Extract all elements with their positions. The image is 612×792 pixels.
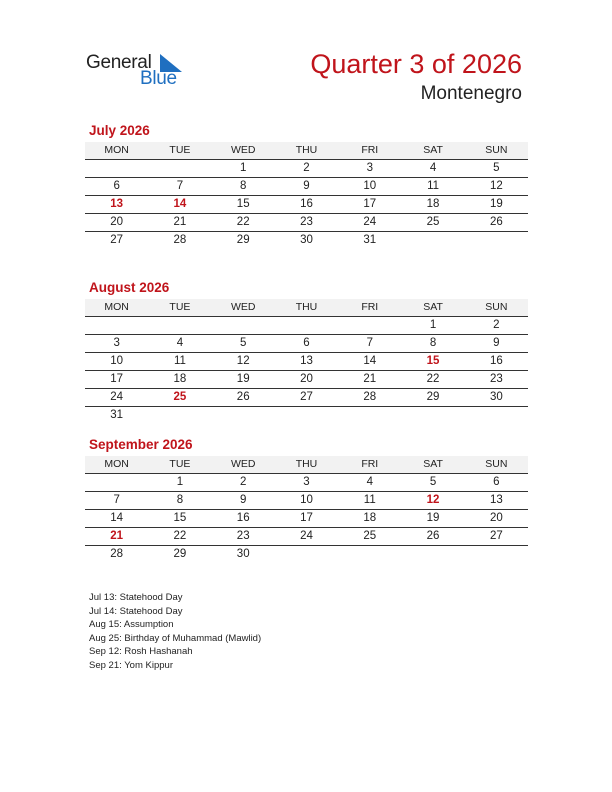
holiday-entry: Aug 15: Assumption	[89, 619, 174, 630]
week-row	[85, 510, 528, 528]
week-row	[85, 353, 528, 371]
weekday-label: TUE	[169, 301, 191, 313]
holiday-entry: Aug 25: Birthday of Muhammad (Mawlid)	[89, 632, 262, 644]
day-cell: 28	[173, 234, 187, 246]
week-row	[85, 335, 528, 353]
day-cell: 7	[366, 337, 373, 349]
weekday-label: MON	[104, 301, 129, 313]
day-cell: 30	[300, 234, 313, 246]
day-cell: 12	[236, 355, 250, 367]
day-cell: 9	[303, 180, 310, 192]
holiday-entry: Jul 13: Statehood Day	[89, 592, 183, 603]
holiday-day-cell: 25	[173, 391, 187, 403]
holiday-day-cell: 13	[110, 198, 124, 210]
month-calendar	[85, 436, 528, 563]
weekday-header	[85, 142, 528, 160]
weekday-label: SUN	[485, 301, 508, 313]
month-calendar	[85, 279, 528, 424]
day-cell: 1	[240, 162, 247, 174]
weekday-label: WED	[230, 301, 256, 313]
day-cell	[401, 232, 464, 249]
day-cell: 27	[300, 391, 313, 403]
day-cell	[338, 407, 401, 424]
day-cell: 5	[493, 162, 500, 174]
holiday-day-cell: 15	[426, 355, 440, 367]
week-row	[85, 214, 528, 232]
weekday-label: THU	[295, 458, 318, 470]
day-cell: 6	[303, 337, 310, 349]
day-cell: 26	[489, 216, 503, 228]
weekday-label: SUN	[485, 458, 508, 470]
day-cell: 30	[236, 548, 250, 560]
week-row	[85, 546, 528, 563]
week-row	[85, 474, 528, 492]
day-cell: 27	[110, 234, 124, 246]
country-name: Montenegro	[420, 83, 522, 104]
day-cell	[465, 546, 528, 563]
day-cell: 23	[236, 530, 250, 542]
day-cell: 3	[366, 162, 373, 174]
day-cell: 9	[493, 337, 500, 349]
weekday-label: THU	[295, 301, 318, 313]
day-cell: 22	[173, 530, 187, 542]
day-cell: 18	[363, 512, 377, 524]
day-cell: 4	[429, 162, 437, 174]
day-cell: 1	[429, 319, 437, 331]
weekday-label: TUE	[169, 144, 191, 156]
day-cell: 29	[173, 548, 187, 560]
day-cell: 31	[363, 234, 377, 246]
day-cell	[401, 546, 464, 563]
week-row	[85, 232, 528, 249]
day-cell: 22	[426, 373, 440, 385]
month-calendar	[85, 122, 528, 249]
logo-text-general: General	[86, 52, 152, 73]
day-cell: 30	[489, 391, 503, 403]
day-cell: 10	[110, 355, 124, 367]
day-cell: 20	[110, 216, 124, 228]
page-title: Quarter 3 of 2026	[310, 49, 522, 79]
week-row	[85, 371, 528, 389]
weekday-label: WED	[230, 458, 256, 470]
day-cell: 12	[489, 180, 503, 192]
week-row	[85, 528, 528, 546]
weekday-label: SAT	[423, 144, 443, 156]
day-cell: 8	[176, 494, 184, 506]
day-cell: 8	[429, 337, 437, 349]
holiday-day-cell: 12	[426, 494, 440, 506]
weekday-label: FRI	[361, 301, 379, 313]
day-cell	[85, 317, 148, 334]
day-cell	[148, 407, 211, 424]
day-cell: 26	[426, 530, 440, 542]
day-cell: 13	[489, 494, 503, 506]
day-cell	[212, 317, 275, 334]
day-cell	[275, 317, 338, 334]
day-cell: 3	[113, 337, 120, 349]
day-cell: 17	[363, 198, 377, 210]
day-cell: 2	[303, 162, 310, 174]
day-cell	[85, 160, 148, 177]
day-cell	[465, 232, 528, 249]
day-cell: 25	[363, 530, 377, 542]
day-cell: 18	[426, 198, 440, 210]
day-cell: 24	[110, 391, 124, 403]
day-cell: 16	[300, 198, 313, 210]
day-cell: 21	[173, 216, 187, 228]
weekday-label: THU	[295, 144, 318, 156]
holiday-day-cell: 14	[173, 198, 187, 210]
day-cell: 16	[489, 355, 503, 367]
day-cell: 31	[110, 409, 124, 421]
day-cell: 19	[236, 373, 250, 385]
day-cell: 23	[300, 216, 313, 228]
day-cell: 3	[303, 476, 310, 488]
week-row	[85, 178, 528, 196]
day-cell: 22	[236, 216, 250, 228]
weekday-label: MON	[104, 458, 129, 470]
day-cell: 5	[429, 476, 437, 488]
day-cell: 11	[427, 180, 440, 192]
day-cell: 14	[363, 355, 377, 367]
day-cell: 7	[113, 494, 120, 506]
day-cell	[85, 474, 148, 491]
day-cell: 18	[173, 373, 187, 385]
day-cell: 9	[240, 494, 247, 506]
month-title: September 2026	[89, 437, 193, 452]
week-row	[85, 389, 528, 407]
weekday-header	[85, 456, 528, 474]
week-row	[85, 407, 528, 424]
day-cell	[275, 546, 338, 563]
day-cell: 28	[363, 391, 377, 403]
week-row	[85, 160, 528, 178]
day-cell: 6	[493, 476, 500, 488]
day-cell: 20	[489, 512, 503, 524]
day-cell: 14	[110, 512, 124, 524]
day-cell: 21	[363, 373, 377, 385]
day-cell: 13	[300, 355, 313, 367]
day-cell: 16	[236, 512, 250, 524]
weekday-label: SAT	[423, 458, 443, 470]
day-cell	[401, 407, 464, 424]
day-cell: 15	[173, 512, 187, 524]
day-cell: 5	[240, 337, 247, 349]
day-cell: 17	[300, 512, 313, 524]
day-cell: 10	[300, 494, 313, 506]
day-cell	[275, 407, 338, 424]
day-cell: 10	[363, 180, 377, 192]
weekday-label: FRI	[361, 144, 379, 156]
day-cell: 15	[236, 198, 250, 210]
weekday-label: MON	[104, 144, 129, 156]
weekday-header	[85, 299, 528, 317]
day-cell: 2	[493, 319, 500, 331]
month-title: August 2026	[89, 280, 170, 295]
holiday-list	[89, 591, 261, 672]
day-cell: 23	[489, 373, 503, 385]
day-cell	[148, 317, 211, 334]
holiday-day-cell: 21	[110, 530, 124, 542]
week-row	[85, 492, 528, 510]
holiday-entry: Sep 12: Rosh Hashanah	[89, 646, 193, 657]
day-cell: 4	[366, 476, 373, 488]
day-cell: 26	[236, 391, 250, 403]
day-cell: 8	[240, 180, 247, 192]
day-cell: 29	[426, 391, 440, 403]
day-cell: 6	[113, 180, 120, 192]
holiday-entry: Jul 14: Statehood Day	[89, 605, 183, 617]
day-cell: 19	[426, 512, 440, 524]
day-cell: 19	[489, 198, 503, 210]
day-cell: 11	[173, 355, 186, 367]
logo	[86, 52, 186, 92]
month-title: July 2026	[89, 123, 150, 138]
weekday-label: SUN	[485, 144, 508, 156]
weekday-label: FRI	[361, 458, 379, 470]
day-cell	[338, 546, 401, 563]
day-cell: 24	[300, 530, 313, 542]
week-row	[85, 317, 528, 335]
day-cell	[465, 407, 528, 424]
day-cell: 28	[110, 548, 124, 560]
day-cell: 11	[363, 494, 376, 506]
weekday-label: SAT	[423, 301, 443, 313]
weekday-label: TUE	[169, 458, 191, 470]
day-cell: 2	[240, 476, 247, 488]
day-cell: 1	[176, 476, 184, 488]
day-cell: 25	[426, 216, 440, 228]
weekday-label: WED	[230, 144, 256, 156]
day-cell	[212, 407, 275, 424]
day-cell: 4	[176, 337, 184, 349]
day-cell: 7	[176, 180, 184, 192]
holiday-entry: Sep 21: Yom Kippur	[89, 659, 173, 671]
day-cell	[148, 160, 211, 177]
day-cell: 20	[300, 373, 313, 385]
day-cell: 29	[236, 234, 250, 246]
logo-text-blue: Blue	[140, 68, 177, 89]
day-cell: 27	[489, 530, 503, 542]
day-cell: 24	[363, 216, 377, 228]
day-cell: 17	[110, 373, 124, 385]
day-cell	[338, 317, 401, 334]
week-row	[85, 196, 528, 214]
